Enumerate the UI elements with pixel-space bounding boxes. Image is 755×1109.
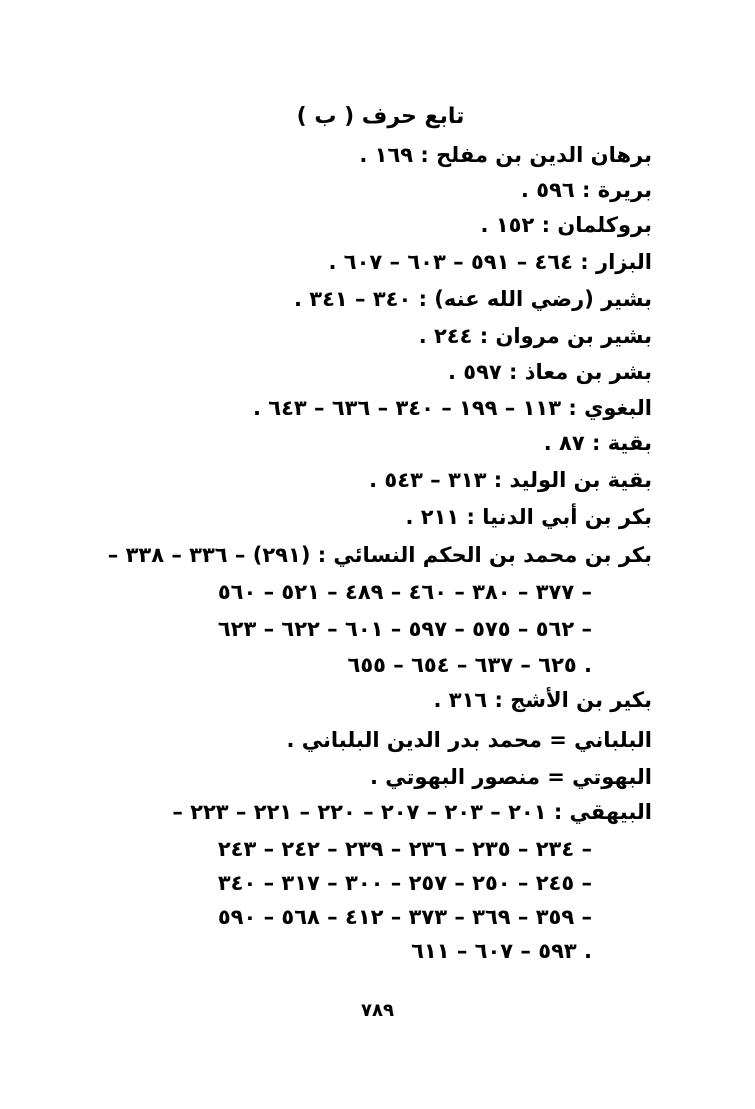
entry-line: بقية : ٨٧ . xyxy=(543,431,652,455)
entry-line-continuation: ٢٣٤ – ٢٣٥ – ٢٣٦ – ٢٣٩ – ٢٤٢ – ٢٤٣ – xyxy=(217,837,592,861)
entry-line: بكر بن أبي الدنيا : ٢١١ . xyxy=(405,505,652,529)
entry-line: البيهقي : ٢٠١ – ٢٠٣ – ٢٠٧ – ٢٢٠ – ٢٢١ – ٢٢٣ – xyxy=(172,800,652,824)
entry-line-continuation: ٥٩٣ – ٦٠٧ – ٦١١ . xyxy=(411,939,592,963)
entry-line: البلباني = محمد بدر الدين البلباني . xyxy=(286,728,652,752)
entry-line: البغوي : ١١٣ – ١٩٩ – ٣٤٠ – ٦٣٦ – ٦٤٣ . xyxy=(252,396,652,420)
entry-line-continuation: ٥٦٢ – ٥٧٥ – ٥٩٧ – ٦٠١ – ٦٢٢ – ٦٢٣ – xyxy=(217,617,592,641)
entry-line: بكير بن الأشج : ٣١٦ . xyxy=(433,688,652,712)
entry-line: البهوتي = منصور البهوتي . xyxy=(370,765,652,789)
entry-line-continuation: ٢٤٥ – ٢٥٠ – ٢٥٧ – ٣٠٠ – ٣١٧ – ٣٤٠ – xyxy=(217,871,592,895)
section-heading: تابع حرف ( ب ) xyxy=(296,104,465,129)
entry-line-continuation: ٣٧٧ – ٣٨٠ – ٤٦٠ – ٤٨٩ – ٥٢١ – ٥٦٠ – xyxy=(217,580,592,604)
entry-line: بشير (رضي الله عنه) : ٣٤٠ – ٣٤١ . xyxy=(293,287,652,311)
entry-line: البزار : ٤٦٤ – ٥٩١ – ٦٠٣ – ٦٠٧ . xyxy=(328,250,652,274)
entry-line-continuation: ٦٢٥ – ٦٣٧ – ٦٥٤ – ٦٥٥ . xyxy=(347,653,592,677)
entry-line-continuation: ٣٥٩ – ٣٦٩ – ٣٧٣ – ٤١٢ – ٥٦٨ – ٥٩٠ – xyxy=(217,905,592,929)
entry-line: بكر بن محمد بن الحكم النسائي : (٢٩١) – ٣٣٦ – ٣٣٨ – xyxy=(107,543,652,567)
entry-line: بريرة : ٥٩٦ . xyxy=(520,178,652,202)
entry-line: برهان الدين بن مفلح : ١٦٩ . xyxy=(359,143,652,167)
entry-line: بشير بن مروان : ٢٤٤ . xyxy=(418,324,652,348)
page-number: ٧٨٩ xyxy=(361,1000,394,1021)
entry-line: بشر بن معاذ : ٥٩٧ . xyxy=(447,360,652,384)
entry-line: بروكلمان : ١٥٢ . xyxy=(480,213,652,237)
entry-line: بقية بن الوليد : ٣١٣ – ٥٤٣ . xyxy=(369,468,652,492)
